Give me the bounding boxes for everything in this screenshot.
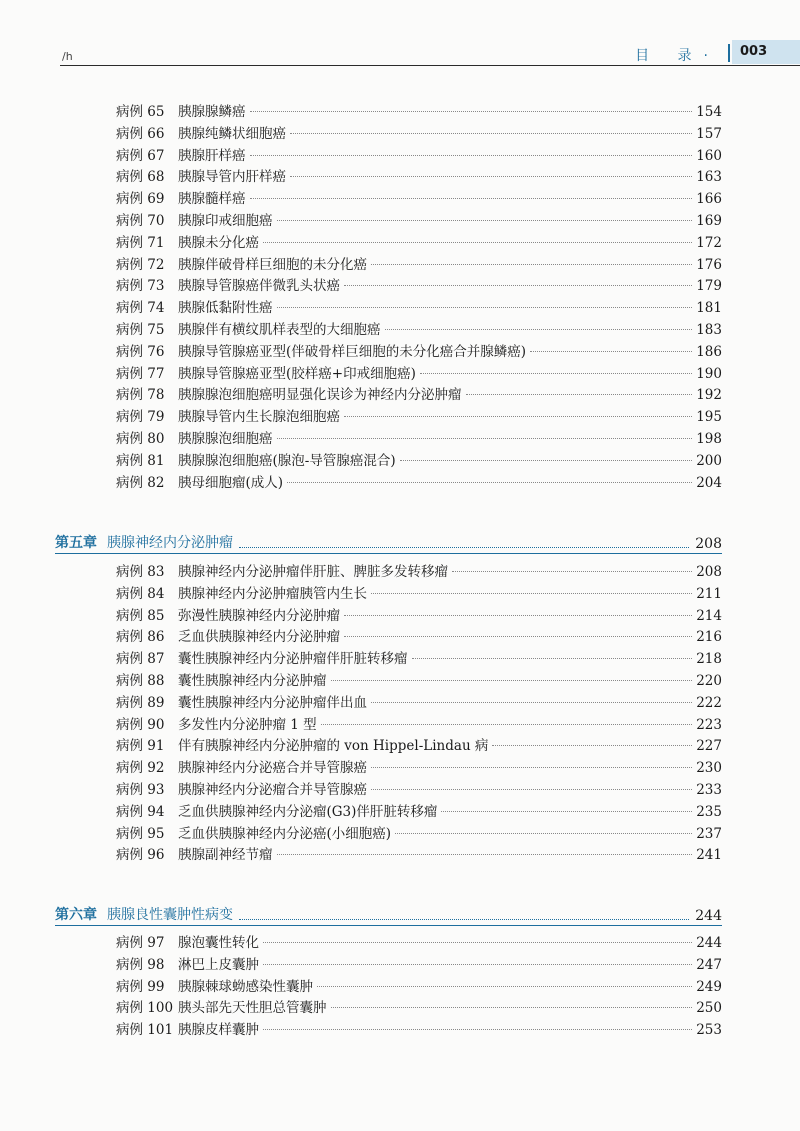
chapter-rule (55, 925, 722, 926)
case-title: 腺泡囊性转化 (178, 935, 259, 951)
case-number: 病例 96 (116, 847, 165, 864)
case-title: 胰腺未分化癌 (178, 234, 259, 251)
page-number: 237 (696, 825, 722, 842)
dot-leader (263, 964, 692, 965)
case-title: 多发性内分泌肿瘤 1 型 (178, 716, 317, 733)
case-number: 病例 100 (116, 1000, 174, 1017)
case-title: 胰腺腺泡细胞癌(腺泡-导管腺癌混合) (178, 452, 396, 469)
case-title: 胰腺腺泡细胞癌 (178, 431, 273, 447)
header-title: 目 录· (635, 48, 720, 64)
toc-entry[interactable] (116, 735, 722, 757)
toc-entry[interactable] (116, 626, 722, 648)
case-number: 病例 99 (116, 978, 165, 995)
case-title: 胰腺导管腺癌伴微乳头状癌 (178, 278, 340, 295)
toc-entry[interactable] (116, 583, 722, 605)
page-number: 166 (696, 191, 722, 208)
case-number: 病例 70 (116, 213, 165, 229)
case-number: 病例 94 (116, 803, 165, 820)
toc-entry[interactable] (116, 648, 722, 670)
case-number: 病例 88 (116, 673, 165, 689)
page-number: 157 (696, 125, 722, 142)
case-title: 乏血供胰腺神经内分泌肿瘤 (178, 629, 340, 646)
case-title: 胰腺皮样囊肿 (178, 1022, 259, 1039)
toc-entry[interactable] (116, 188, 722, 210)
chapter-number: 第五章 (55, 535, 97, 551)
case-number: 病例 92 (116, 760, 165, 777)
chapter-page: 244 (695, 908, 722, 924)
dot-leader (250, 111, 693, 112)
toc-entry[interactable] (116, 123, 722, 145)
page-number: 160 (696, 147, 722, 164)
case-title: 胰腺导管内生长腺泡细胞癌 (178, 409, 340, 426)
dot-leader (344, 615, 692, 616)
case-title: 胰腺导管腺癌亚型(伴破骨样巨细胞的未分化癌合并腺鳞癌) (178, 343, 527, 360)
page-number: 190 (696, 365, 722, 382)
case-number: 病例 90 (116, 716, 165, 733)
case-number: 病例 66 (116, 125, 165, 142)
page-number: 183 (696, 322, 722, 338)
toc-entry[interactable] (116, 450, 722, 472)
toc-entry[interactable] (116, 101, 722, 123)
case-number: 病例 81 (116, 452, 165, 469)
dot-leader (344, 285, 692, 286)
case-number: 病例 69 (116, 191, 165, 208)
toc-entry[interactable] (116, 605, 722, 627)
case-title: 囊性胰腺神经内分泌肿瘤伴出血 (178, 694, 367, 711)
toc-entry[interactable] (116, 232, 722, 254)
chapter-page: 208 (695, 536, 722, 552)
toc-entry[interactable] (116, 976, 722, 998)
corner-mark: /h (62, 50, 73, 63)
case-title: 囊性胰腺神经内分泌肿瘤 (178, 673, 327, 689)
case-number: 病例 76 (116, 343, 165, 360)
running-header (40, 40, 800, 70)
case-number: 病例 75 (116, 322, 165, 338)
case-number: 病例 91 (116, 738, 165, 755)
toc-entry[interactable] (116, 428, 722, 450)
page-number: 192 (696, 387, 722, 404)
chapter-title: 胰腺良性囊肿性病变 (107, 907, 233, 923)
chapter-heading-5[interactable] (55, 526, 722, 552)
case-number: 病例 87 (116, 651, 165, 668)
page-number: 220 (696, 673, 722, 689)
page-number: 227 (696, 738, 722, 755)
dot-leader (371, 789, 692, 790)
case-number: 病例 72 (116, 256, 165, 273)
dot-leader (371, 264, 692, 265)
page-number: 253 (696, 1022, 722, 1039)
dot-leader (331, 680, 693, 681)
case-title: 胰腺腺泡细胞癌明显强化误诊为神经内分泌肿瘤 (178, 387, 462, 404)
page-number: 241 (696, 847, 722, 864)
dot-leader (290, 133, 692, 134)
case-title: 胰腺肝样癌 (178, 147, 246, 164)
case-number: 病例 89 (116, 694, 165, 711)
page-number: 218 (696, 651, 722, 668)
toc-entry[interactable] (116, 166, 722, 188)
case-title: 胰腺纯鳞状细胞癌 (178, 125, 286, 142)
case-number: 病例 67 (116, 147, 165, 164)
chapter-number: 第六章 (55, 907, 97, 923)
dot-leader (277, 854, 693, 855)
case-title: 伴有胰腺神经内分泌肿瘤的 von Hippel-Lindau 病 (178, 738, 489, 755)
case-title: 胰腺导管腺癌亚型(胶样癌+印戒细胞癌) (178, 365, 416, 382)
page-number: 198 (696, 431, 722, 447)
case-number: 病例 101 (116, 1022, 174, 1039)
case-number: 病例 83 (116, 564, 165, 580)
page-number: 249 (696, 978, 722, 995)
case-number: 病例 80 (116, 431, 165, 447)
dot-leader (371, 593, 692, 594)
header-rule (60, 65, 800, 66)
toc-entry[interactable] (116, 801, 722, 823)
chapter-rule (55, 553, 722, 554)
case-title: 胰头部先天性胆总管囊肿 (178, 1000, 327, 1017)
dot-leader (321, 724, 692, 725)
toc-entry[interactable] (116, 954, 722, 976)
case-number: 病例 98 (116, 956, 165, 973)
page-number: 169 (696, 213, 722, 229)
toc-entry[interactable] (116, 997, 722, 1019)
page-number: 204 (696, 474, 722, 491)
case-title: 胰腺低黏附性癌 (178, 300, 273, 317)
case-number: 病例 93 (116, 782, 165, 798)
toc-entry[interactable] (116, 384, 722, 406)
header-separator (728, 44, 730, 62)
page-number: 233 (696, 782, 722, 798)
page-number: 222 (696, 694, 722, 711)
page-number: 186 (696, 343, 722, 360)
page-number: 216 (696, 629, 722, 646)
case-number: 病例 73 (116, 278, 165, 295)
toc-entry[interactable] (116, 692, 722, 714)
case-title: 弥漫性胰腺神经内分泌肿瘤 (178, 607, 340, 624)
toc-entry[interactable] (116, 297, 722, 319)
case-number: 病例 78 (116, 387, 165, 404)
toc-entry[interactable] (116, 319, 722, 341)
page-number: 195 (696, 409, 722, 426)
case-title: 胰腺神经内分泌瘤合并导管腺癌 (178, 782, 367, 798)
dot-leader (420, 373, 692, 374)
dot-leader (466, 394, 693, 395)
case-number: 病例 85 (116, 607, 165, 624)
case-title: 胰腺腺鳞癌 (178, 104, 246, 120)
toc-entry[interactable] (116, 823, 722, 845)
toc-entry[interactable] (116, 714, 722, 736)
dot-leader (263, 1029, 692, 1030)
page-number: 244 (696, 935, 722, 951)
toc-entry[interactable] (116, 561, 722, 583)
toc-entry[interactable] (116, 341, 722, 363)
case-title: 胰腺棘球蚴感染性囊肿 (178, 978, 313, 995)
toc-entry[interactable] (116, 670, 722, 692)
case-title: 胰腺印戒细胞癌 (178, 213, 273, 229)
case-number: 病例 84 (116, 585, 165, 602)
toc-entry[interactable] (116, 844, 722, 866)
dot-leader (277, 438, 693, 439)
dot-leader (400, 460, 692, 461)
dot-leader (287, 482, 692, 483)
dot-leader (371, 767, 692, 768)
dot-leader (385, 329, 693, 330)
page-number: 154 (696, 104, 722, 120)
case-title: 胰母细胞瘤(成人) (178, 474, 284, 491)
case-number: 病例 82 (116, 474, 165, 491)
dot-leader (395, 833, 692, 834)
case-title: 胰腺伴破骨样巨细胞的未分化癌 (178, 256, 367, 273)
case-title: 胰腺神经内分泌癌合并导管腺癌 (178, 760, 367, 777)
dot-leader (331, 1007, 693, 1008)
page-number: 235 (696, 803, 722, 820)
toc-entry[interactable] (116, 254, 722, 276)
dot-leader (530, 351, 692, 352)
case-number: 病例 95 (116, 825, 165, 842)
page-number: 223 (696, 716, 722, 733)
case-number: 病例 86 (116, 629, 165, 646)
case-title: 乏血供胰腺神经内分泌瘤(G3)伴肝脏转移瘤 (178, 803, 438, 820)
page-number: 250 (696, 1000, 722, 1017)
page-number: 211 (696, 585, 722, 602)
page-number: 214 (696, 607, 722, 624)
toc-entry[interactable] (116, 472, 722, 494)
dot-leader (250, 198, 693, 199)
chapter-heading-6[interactable] (55, 898, 722, 924)
case-number: 病例 77 (116, 365, 165, 382)
dot-leader (290, 176, 692, 177)
page-number: 179 (696, 278, 722, 295)
case-title: 胰腺副神经节瘤 (178, 847, 273, 864)
dot-leader (344, 636, 692, 637)
header-page-number: 003 (732, 40, 800, 64)
dot-leader (277, 220, 693, 221)
dot-leader (412, 658, 693, 659)
dot-leader (263, 242, 692, 243)
case-number: 病例 68 (116, 169, 165, 186)
dot-leader (250, 155, 693, 156)
page-number: 163 (696, 169, 722, 186)
dot-leader (277, 307, 693, 308)
toc-entry[interactable] (116, 779, 722, 801)
case-title: 胰腺导管内肝样癌 (178, 169, 286, 186)
dot-leader (452, 571, 692, 572)
toc-entry[interactable] (116, 275, 722, 297)
case-title: 囊性胰腺神经内分泌肿瘤伴肝脏转移瘤 (178, 651, 408, 668)
toc-entry[interactable] (116, 210, 722, 232)
case-title: 淋巴上皮囊肿 (178, 956, 259, 973)
dot-leader (371, 702, 692, 703)
toc-entry[interactable] (116, 406, 722, 428)
toc-entry[interactable] (116, 145, 722, 167)
case-number: 病例 79 (116, 409, 165, 426)
case-title: 胰腺神经内分泌肿瘤胰管内生长 (178, 585, 367, 602)
page-number: 208 (696, 564, 722, 580)
dot-leader (492, 745, 692, 746)
dot-leader (441, 811, 692, 812)
toc-entry[interactable] (116, 363, 722, 385)
chapter-title: 胰腺神经内分泌肿瘤 (107, 535, 233, 551)
toc-entry[interactable] (116, 1019, 722, 1041)
case-title: 胰腺髓样癌 (178, 191, 246, 208)
case-title: 乏血供胰腺神经内分泌癌(小细胞癌) (178, 825, 392, 842)
toc-entry[interactable] (116, 757, 722, 779)
toc-entry[interactable] (116, 932, 722, 954)
dot-leader (239, 547, 689, 548)
page-number: 230 (696, 760, 722, 777)
page-number: 172 (696, 234, 722, 251)
case-number: 病例 74 (116, 300, 165, 317)
case-number: 病例 71 (116, 234, 165, 251)
case-number: 病例 65 (116, 104, 165, 120)
dot-leader (317, 986, 692, 987)
case-title: 胰腺神经内分泌肿瘤伴肝脏、脾脏多发转移瘤 (178, 564, 448, 580)
page-number: 247 (696, 956, 722, 973)
page-number: 181 (696, 300, 722, 317)
dot-leader (344, 416, 692, 417)
case-number: 病例 97 (116, 935, 165, 951)
case-title: 胰腺伴有横纹肌样表型的大细胞癌 (178, 322, 381, 338)
page-number: 176 (696, 256, 722, 273)
dot-leader (263, 942, 692, 943)
page-number: 200 (696, 452, 722, 469)
dot-leader (239, 919, 689, 920)
